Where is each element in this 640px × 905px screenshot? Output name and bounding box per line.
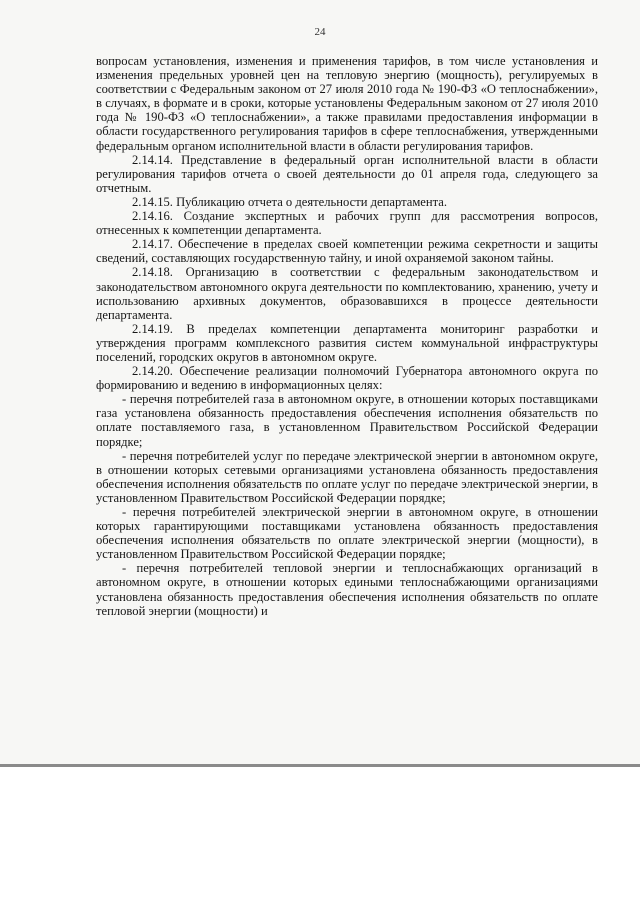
paragraph-continuation: вопросам установления, изменения и применения тарифов, в том числе установления и изменения предельных уровней цен на тепловую энергию (мощность), регулируемых в соответствии с Федеральным законом от 27 июля 2010 года № 190-ФЗ «О теплоснабжении», в случаях, в формате и в сроки, которые установлены Федеральным законом от 27 июля 2010 года № 190-ФЗ «О теплоснабжении», а также правилами предоставления информации в области государственного регулирования тарифов в сфере теплоснабжения, утвержденными федеральным органом исполнительной власти в области регулирования тарифов.	[96, 54, 598, 153]
clause-2-14-20: 2.14.20. Обеспечение реализации полномочий Губернатора автономного округа по формированию и ведению в информационных целях:	[96, 364, 598, 393]
list-item-heat-consumers: - перечня потребителей тепловой энергии и теплоснабжающих организаций в автономном округе, в отношении которых едиными теплоснабжающими организациями установлена обязанность предоставления обеспечения исполнения обязательств по оплате тепловой энергии (мощности) и	[96, 561, 598, 618]
clause-2-14-16: 2.14.16. Создание экспертных и рабочих групп для рассмотрения вопросов, отнесенных к компетенции департамента.	[96, 209, 598, 238]
list-item-gas-consumers: - перечня потребителей газа в автономном округе, в отношении которых поставщиками газа установлена обязанность предоставления обеспечения исполнения обязательств по оплате поставляемого газа, в установленном Правительством Российской Федерации порядке;	[96, 392, 598, 449]
document-body	[96, 54, 598, 618]
list-item-electricity-consumers: - перечня потребителей электрической энергии в автономном округе, в отношении которых гарантирующими поставщиками установлена обязанность предоставления обеспечения исполнения обязательств по оплате электрической энергии (мощности), в установленном Правительством Российской Федерации порядке;	[96, 505, 598, 562]
clause-2-14-18: 2.14.18. Организацию в соответствии с федеральным законодательством и законодательством автономного округа деятельности по комплектованию, хранению, учету и использованию архивных документов, образовавшихся в процессе деятельности департамента.	[96, 265, 598, 322]
clause-2-14-17: 2.14.17. Обеспечение в пределах своей компетенции режима секретности и защиты сведений, составляющих государственную тайну, и иной охраняемой законом тайны.	[96, 237, 598, 266]
clause-2-14-19: 2.14.19. В пределах компетенции департамента мониторинг разработки и утверждения программ комплексного развития систем коммунальной инфраструктуры поселений, городских округов в автономном округе.	[96, 321, 598, 364]
clause-2-14-14: 2.14.14. Представление в федеральный орган исполнительной власти в области регулирования тарифов отчета о своей деятельности до 01 апреля года, следующего за отчетным.	[96, 152, 598, 195]
list-item-power-transmission-consumers: - перечня потребителей услуг по передаче электрической энергии в автономном округе, в отношении которых сетевыми организациями установлена обязанность предоставления обеспечения исполнения обязательств по оплате услуг по передаче электрической энергии, в установленном Правительством Российской Федерации порядке;	[96, 448, 598, 505]
clause-2-14-15: 2.14.15. Публикацию отчета о деятельности департамента.	[132, 194, 448, 209]
page-number: 24	[314, 26, 326, 38]
